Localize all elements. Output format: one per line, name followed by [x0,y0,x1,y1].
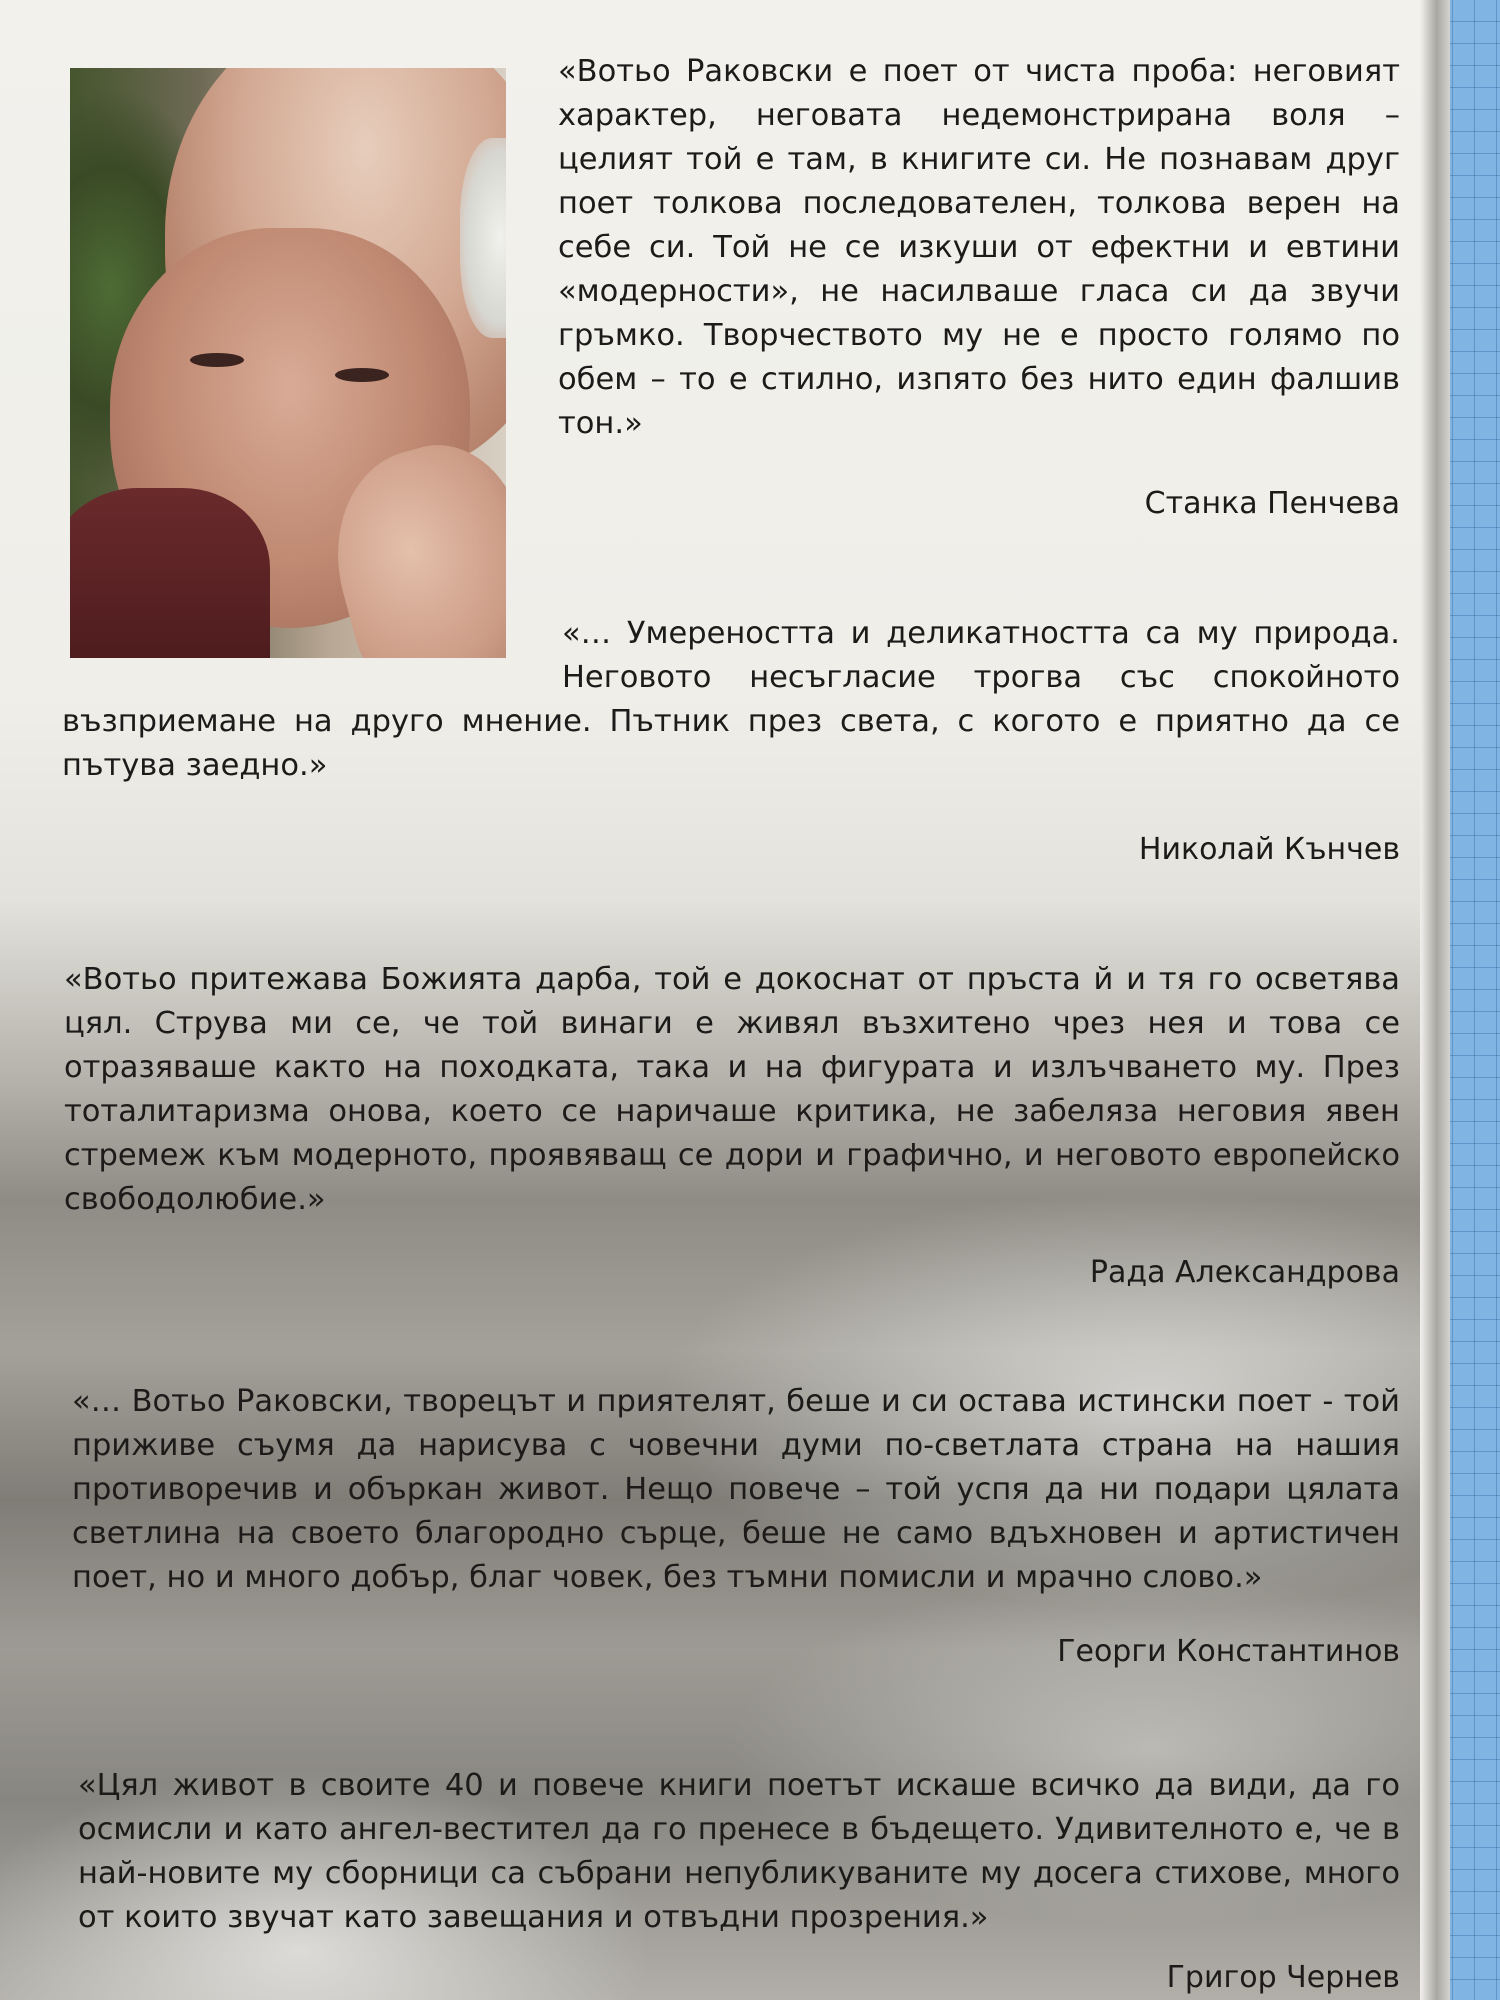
portrait-hair [460,138,506,338]
quote-text: «Вотьо притежава Божията дарба, той е докоснат от пръста й и тя го осветява цял. Струва ми се, че той винаги е живял възхитено чрез нея и това се отразяваше както на походката, така и на фигурата и излъчването му. През тоталитаризма онова, което се наричаше критика, не забеляза неговия явен стремеж към модерното, проявяващ се дори и графично, и неговото европейско свободолюбие.» [64,962,1400,1217]
quote-author: Станка Пенчева [1144,486,1400,521]
quote-author: Георги Константинов [1057,1634,1400,1669]
quote-author: Григор Чернев [1166,1960,1400,1995]
portrait-eye-right [335,368,389,382]
quote-block [62,612,1400,788]
quote-author: Рада Александрова [1089,1255,1400,1290]
author-portrait [70,68,506,658]
quote-author: Николай Кънчев [1138,832,1400,867]
quote-text: «… Умереността и деликатността са му природа. Неговото несъгласие трогва със спокойното възприемане на друго мнение. Пътник през света, с когото е приятно да се пътува заедно.» [62,616,1400,783]
portrait-eye-left [190,353,244,367]
portrait-wrap-space [62,612,562,666]
quote-text: «Вотьо Раковски е поет от чиста проба: неговият характер, неговата недемонстрирана воля – целият той е там, в книгите си. Не познавам друг поет толкова последователен, толкова верен на себе си. Той не се изкуши от ефектни и евтини «модерности», не насилваше гласа си да звучи гръмко. Творчеството му не е просто голямо по обем – то е стилно, изпято без нито един фалшив тон.» [558,54,1400,441]
quote-text: «Цял живот в своите 40 и повече книги поетът искаше всичко да види, да го осмисли и като ангел-вестител да го пренесе в бъдещето. Удивителното е, че в най-новите му сборници са събрани непубликуваните му досега стихове, много от които звучат като завещания и отвъдни прозрения.» [78,1768,1400,1935]
quote-text: «… Вотьо Раковски, творецът и приятелят, беше и си остава истински поет - той приживе съумя да нарисува с човечни думи по-светлата страна на нашия противоречив и объркан живот. Нещо повече – той успя да ни подари цялата светлина на своето благородно сърце, беше не само вдъхновен и артистичен поет, но и много добър, благ човек, без тъмни помисли и мрачно слово.» [72,1384,1400,1595]
